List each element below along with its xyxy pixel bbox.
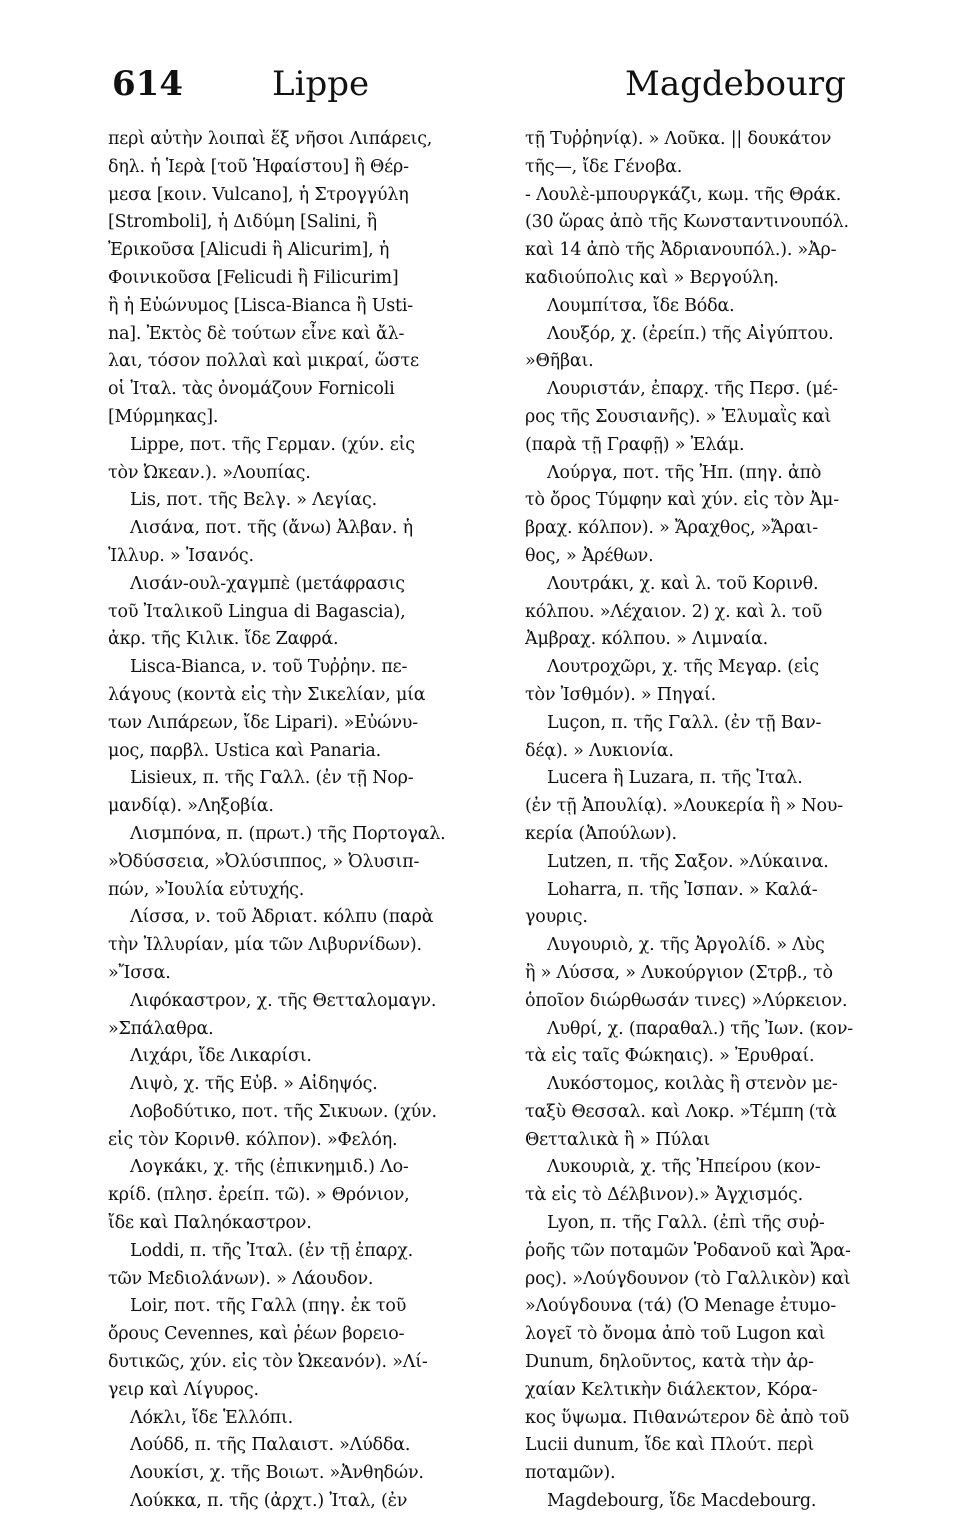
text-line: Λισμπόνα, π. (πρωτ.) τῆς Πορτογαλ. xyxy=(130,823,446,844)
text-line: περὶ αὐτὴν λοιπαὶ ἕξ νῆσοι Λιπάρεις, xyxy=(108,129,433,149)
text-line: εἰς τὸν Κορινθ. κόλπον). »Φελόη. xyxy=(108,1129,398,1150)
text-line: τὴν Ἰλλυρίαν, μία τῶν Λιβυρνίδων). xyxy=(108,935,422,956)
text-line: δέᾳ). » Λυκιονία. xyxy=(525,740,674,761)
text-line: των Λιπάρεων, ἴδε Lipari). »Εὐώνυ- xyxy=(108,712,418,733)
text-line: τῆς—, ἴδε Γένοβα. xyxy=(525,156,683,177)
text-line: κρίδ. (πλησ. ἐρείπ. τῶ). » Θρόνιον, xyxy=(108,1185,410,1206)
text-line: Λυκουριὰ, χ. τῆς Ἠπείρου (κον- xyxy=(547,1157,821,1178)
text-line: τῶν Μεδιολάνων). » Λάουδον. xyxy=(108,1268,374,1289)
text-line: καὶ 14 ἀπὸ τῆς Ἀδριανουπόλ.). »Ἀρ- xyxy=(525,240,837,261)
text-line: Λυκόστομος, κοιλὰς ἢ στενὸν με- xyxy=(547,1074,838,1095)
page-header xyxy=(0,58,970,118)
text-line: Λουμπίτσα, ἴδε Βόδα. xyxy=(547,295,735,316)
text-line: Λουτράκι, χ. καὶ λ. τοῦ Κορινθ. xyxy=(547,573,819,594)
running-head-right: Magdebourg xyxy=(625,64,846,104)
text-line: ῥοῆς τῶν ποταμῶν Ῥοδανοῦ καὶ Ἄρα- xyxy=(525,1240,851,1261)
text-line: Λούργα, ποτ. τῆς Ἠπ. (πηγ. ἀπὸ xyxy=(547,462,822,483)
text-line: κόλπου. »Λέχαιον. 2) χ. καὶ λ. τοῦ xyxy=(525,601,823,622)
text-line: τὰ εἰς ταῖς Φώκηαις). » Ἐρυθραί. xyxy=(525,1046,815,1067)
text-line: Lyon, π. τῆς Γαλλ. (ἐπὶ τῆς συῤ- xyxy=(547,1213,825,1234)
text-line: [Stromboli], ἡ Διδύμη [Salini, ἢ xyxy=(108,212,377,233)
text-line: χαίαν Κελτικὴν διάλεκτον, Κόρα- xyxy=(525,1379,818,1400)
text-line: τῇ Τυῤῥηνίᾳ). » Λοῦκα. || δουκάτον xyxy=(525,129,832,149)
text-line: Λιψὸ, χ. τῆς Εὐβ. » Αἰδηψός. xyxy=(130,1074,378,1095)
text-line: »Λούγδουνα (τά) (Ὁ Menage ἐτυμο- xyxy=(525,1296,837,1317)
text-line: Λουξόρ, χ. (ἐρείπ.) τῆς Αἰγύπτου. xyxy=(547,323,834,344)
text-line: καδιούπολις καὶ » Βεργούλη. xyxy=(525,267,779,288)
text-line: »Ὀδύσσεια, »Ὀλύσιππος, » Ὀλυσιπ- xyxy=(108,851,420,872)
text-line: »Σπάλαθρα. xyxy=(108,1018,214,1039)
text-line: Lucera ἢ Luzara, π. τῆς Ἰταλ. xyxy=(547,768,803,789)
text-line: Lippe, ποτ. τῆς Γερμαν. (χύν. εἰς xyxy=(130,434,415,455)
text-line: [Μύρμηκας]. xyxy=(108,406,219,427)
text-line: βραχ. κόλπον). » Ἄραχθος, »Ἄραι- xyxy=(525,518,818,539)
text-line: Loharra, π. τῆς Ἰσπαν. » Καλά- xyxy=(547,879,818,900)
text-line: ὄρους Cevennes, καὶ ῥέων βορειο- xyxy=(108,1324,405,1345)
text-line: γουρις. xyxy=(525,907,588,928)
text-line: τὸ ὄρος Τύμφην καὶ χύν. εἰς τὸν Ἀμ- xyxy=(525,490,839,511)
text-line: Λιφόκαστρον, χ. τῆς Θετταλομαγν. xyxy=(130,990,437,1011)
text-line: »Θῆβαι. xyxy=(525,351,594,372)
text-line: ἢ ἡ Εὐώνυμος [Lisca-Bianca ἢ Usti- xyxy=(108,295,413,316)
text-line: ἀκρ. τῆς Κιλικ. ἴδε Ζαφρά. xyxy=(108,629,339,650)
text-line: ταξὺ Θεσσαλ. καὶ Λοκρ. »Τέμπη (τὰ xyxy=(525,1101,837,1122)
text-line: Loir, ποτ. τῆς Γαλλ (πηγ. ἐκ τοῦ xyxy=(130,1296,407,1317)
text-line: Λουκίσι, χ. τῆς Βοιωτ. »Ἀνθηδών. xyxy=(130,1463,424,1484)
text-line: Λισάν-ουλ-χαγμπὲ (μετάφρασις xyxy=(130,573,405,594)
text-line: γειρ καὶ Λίγυρος. xyxy=(108,1379,259,1400)
text-line: (30 ὥρας ἀπὸ τῆς Κωνσταντινουπόλ. xyxy=(525,212,849,233)
text-line: οἱ Ἰταλ. τὰς ὀνομάζουν Fornicoli xyxy=(108,379,395,400)
text-line: Λυγουριὸ, χ. τῆς Ἀργολίδ. » Λὺς xyxy=(547,935,825,956)
text-line: ὁποῖον διώρθωσάν τινες) »Λύρκειον. xyxy=(525,990,848,1011)
text-line: Λισάνα, ποτ. τῆς (ἄνω) Ἀλβαν. ἡ xyxy=(130,518,413,539)
text-line: μος, παρβλ. Ustica καὶ Panaria. xyxy=(108,740,381,761)
text-line: Λογκάκι, χ. τῆς (ἐπικνημιδ.) Λο- xyxy=(130,1157,409,1178)
text-line: Θετταλικὰ ἢ » Πύλαι xyxy=(525,1129,711,1150)
running-head-left: Lippe xyxy=(272,64,370,104)
page-number: 614 xyxy=(112,64,183,104)
text-line: λάγους (κοντὰ εἰς τὴν Σικελίαν, μία xyxy=(108,684,426,705)
text-line: τὸν Ἰσθμόν). » Πηγαί. xyxy=(525,684,717,705)
text-line: Luçon, π. τῆς Γαλλ. (ἐν τῇ Βαν- xyxy=(547,712,822,733)
text-line: »Ἴσσα. xyxy=(108,962,171,983)
text-line: ἢ » Λύσσα, » Λυκούργιον (Στρβ., τὸ xyxy=(525,962,833,983)
text-line: Λούδδ, π. τῆς Παλαιστ. »Λύδδα. xyxy=(130,1435,411,1456)
text-line: ποταμῶν). xyxy=(525,1463,616,1484)
text-line: Lisieux, π. τῆς Γαλλ. (ἐν τῇ Νορ- xyxy=(130,768,414,789)
text-line: κος ὕψωμα. Πιθανώτερον δὲ ἀπὸ τοῦ xyxy=(525,1407,850,1428)
text-line: Loddi, π. τῆς Ἰταλ. (ἐν τῇ ἐπαρχ. xyxy=(130,1240,413,1261)
text-line: Λόκλι, ἴδε Ἑλλόπι. xyxy=(130,1407,293,1428)
text-line: Dunum, δηλοῦντος, κατὰ τὴν ἀρ- xyxy=(525,1352,814,1373)
text-line: Lutzen, π. τῆς Σαξον. »Λύκαινα. xyxy=(547,851,829,872)
text-line: Ἰλλυρ. » Ἰσανός. xyxy=(108,545,254,566)
text-line: ρος τῆς Σουσιανῆς). » Ἐλυμαῒς καὶ xyxy=(525,406,832,427)
text-line: Λούκκα, π. τῆς (ἀρχτ.) Ἰταλ, (ἐν xyxy=(130,1491,408,1512)
text-line: ρος). »Λούγδουνον (τὸ Γαλλικὸν) καὶ xyxy=(525,1268,851,1289)
text-line: (παρὰ τῇ Γραφῇ) » Ἐλάμ. xyxy=(525,434,745,455)
text-line: δηλ. ἡ Ἱερὰ [τοῦ Ἡφαίστου] ἢ Θέρ- xyxy=(108,156,409,177)
text-line: τοῦ Ἰταλικοῦ Lingua di Bagascia), xyxy=(108,601,406,622)
text-line: Ἀμβραχ. κόλπου. » Λιμναία. xyxy=(525,629,768,650)
text-line: δυτικῶς, χύν. εἰς τὸν Ὠκεανόν). »Λί- xyxy=(108,1352,428,1373)
text-line: Ἐρικοῦσα [Alicudi ἢ Alicurim], ἡ xyxy=(108,240,390,261)
text-line: μεσα [κοιν. Vulcano], ἡ Στρογγύλη xyxy=(108,184,409,205)
text-line: τὸν Ὠκεαν.). »Λουπίας. xyxy=(108,462,311,483)
text-line: λαι, τόσον πολλαὶ καὶ μικραί, ὥστε xyxy=(108,351,419,372)
text-line: Λιχάρι, ἴδε Λικαρίσι. xyxy=(130,1046,312,1067)
text-line: μανδίᾳ). »Ληξοβία. xyxy=(108,796,274,817)
text-line: na]. Ἐκτὸς δὲ τούτων εἶνε καὶ ἄλ- xyxy=(108,323,405,344)
text-line: (ἐν τῇ Ἀπουλίᾳ). »Λουκερία ἢ » Νου- xyxy=(525,796,843,817)
text-line: Lisca-Bianca, ν. τοῦ Τυῤῥην. πε- xyxy=(130,657,408,678)
text-line: Λίσσα, ν. τοῦ Ἀδριατ. κόλπυ (παρὰ xyxy=(130,907,434,928)
text-line: Lucii dunum, ἴδε καὶ Πλούτ. περὶ xyxy=(525,1435,815,1456)
text-line: θος, » Ἀρέθων. xyxy=(525,545,654,566)
text-line: Φοινικοῦσα [Felicudi ἢ Filicurim] xyxy=(108,267,399,288)
text-line: Λουτροχῶρι, χ. τῆς Μεγαρ. (εἰς xyxy=(547,657,819,678)
text-line: λογεῖ τὸ ὄνομα ἀπὸ τοῦ Lugon καὶ xyxy=(525,1324,826,1345)
text-line: τὰ εἰς τὸ Δέλβινον).» Ἀγχισμός. xyxy=(525,1185,803,1206)
text-line: πών, »Ἰουλία εὐτυχής. xyxy=(108,879,305,900)
text-line: Λουριστάν, ἐπαρχ. τῆς Περσ. (μέ- xyxy=(547,379,838,400)
text-line: Lis, ποτ. τῆς Βελγ. » Λεγίας. xyxy=(130,490,377,511)
text-line: Magdebourg, ἴδε Macdebourg. xyxy=(547,1491,817,1512)
text-line: Λυθρί, χ. (παραθαλ.) τῆς Ἰων. (κον- xyxy=(547,1018,854,1039)
right-column xyxy=(525,126,905,1516)
text-line: - Λουλὲ-μπουργκάζι, κωμ. τῆς Θράκ. xyxy=(525,184,842,205)
left-column xyxy=(108,126,488,1516)
text-line: κερία (Ἀπούλων). xyxy=(525,823,677,844)
text-line: ἴδε καὶ Παληόκαστρον. xyxy=(108,1213,312,1234)
text-line: Λοβοδύτικο, ποτ. τῆς Σικυων. (χύν. xyxy=(130,1101,437,1122)
